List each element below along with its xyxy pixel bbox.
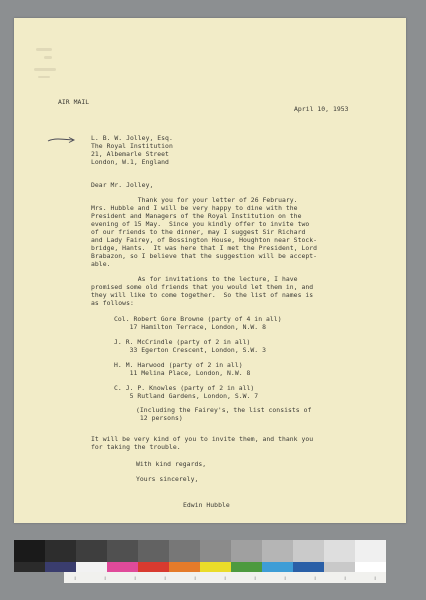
body-line: of our friends to the dinner, may I suggest Sir Richard xyxy=(91,228,306,236)
color-patch xyxy=(355,540,386,562)
color-patch xyxy=(14,540,45,562)
color-patch xyxy=(293,540,324,562)
color-patch xyxy=(169,540,200,562)
color-patch xyxy=(138,540,169,562)
total-note-line: (Including the Fairey's, the list consists of xyxy=(136,406,312,414)
color-patch xyxy=(231,562,262,572)
color-patch xyxy=(324,540,355,562)
guest-address: 5 Rutland Gardens, London, S.W. 7 xyxy=(114,392,259,400)
color-patch xyxy=(200,540,231,562)
guest-name: C. J. P. Knowles (party of 2 in all) xyxy=(114,384,255,392)
body-line: as follows: xyxy=(91,299,134,307)
letter-date: April 10, 1953 xyxy=(294,105,349,113)
body-line: Thank you for your letter of 26 February. xyxy=(91,196,298,204)
color-patch xyxy=(200,562,231,572)
recipient-line: 21, Albemarle Street xyxy=(91,150,169,158)
body-line: and Lady Fairey, of Bossington House, Houghton near Stock- xyxy=(91,236,318,244)
body-line: promised some old friends that you would let them in, and xyxy=(91,283,314,291)
recipient-line: L. B. W. Jolley, Esq. xyxy=(91,134,173,142)
color-patch xyxy=(293,562,324,572)
salutation: Dear Mr. Jolley, xyxy=(91,181,154,189)
grayscale-row xyxy=(14,540,386,562)
body-line: able. xyxy=(91,260,111,268)
guest-name: Col. Robert Gore Browne (party of 4 in all) xyxy=(114,315,282,323)
regards: With kind regards, xyxy=(136,460,207,468)
air-mail-label: AIR MAIL xyxy=(58,98,90,106)
body-line: President and Managers of the Royal Institution on the xyxy=(91,212,302,220)
calibration-ruler: | | | | | | | | | | | xyxy=(64,572,386,583)
color-patch xyxy=(262,540,293,562)
guest-name: H. M. Harwood (party of 2 in all) xyxy=(114,361,243,369)
color-patch xyxy=(169,562,200,572)
color-patch-row xyxy=(14,562,386,572)
total-note-line: 12 persons) xyxy=(136,414,183,422)
color-patch xyxy=(324,562,355,572)
color-calibration-chart xyxy=(14,540,386,584)
handwritten-arrow-icon xyxy=(46,135,76,145)
guest-address: 33 Egerton Crescent, London, S.W. 3 xyxy=(114,346,267,354)
closing-line: for taking the trouble. xyxy=(91,443,181,451)
letter-page xyxy=(14,18,406,523)
faded-mark xyxy=(34,68,56,71)
recipient-line: London, W.1, England xyxy=(91,158,169,166)
color-patch xyxy=(45,562,76,572)
body-line: they will like to come together. So the list of names is xyxy=(91,291,314,299)
body-line: Brabazon, so I believe that the suggestion will be accept- xyxy=(91,252,318,260)
color-patch xyxy=(107,540,138,562)
color-patch xyxy=(76,540,107,562)
faded-mark xyxy=(38,76,50,78)
color-patch xyxy=(231,540,262,562)
signature-name: Edwin Hubble xyxy=(183,501,230,509)
faded-mark xyxy=(44,56,52,59)
closing-line: It will be very kind of you to invite them, and thank you xyxy=(91,435,314,443)
color-patch xyxy=(45,540,76,562)
color-patch xyxy=(262,562,293,572)
body-line: Mrs. Hubble and I will be very happy to dine with the xyxy=(91,204,298,212)
guest-address: 11 Melina Place, London, N.W. 8 xyxy=(114,369,251,377)
guest-address: 17 Hamilton Terrace, London, N.W. 8 xyxy=(114,323,267,331)
color-patch xyxy=(107,562,138,572)
body-line: evening of 15 May. Since you kindly offer to invite two xyxy=(91,220,310,228)
recipient-line: The Royal Institution xyxy=(91,142,173,150)
sign-off: Yours sincerely, xyxy=(136,475,199,483)
body-line: As for invitations to the lecture, I have xyxy=(91,275,298,283)
guest-name: J. R. McCrindle (party of 2 in all) xyxy=(114,338,251,346)
color-patch xyxy=(355,562,386,572)
body-line: bridge, Hants. It was here that I met the President, Lord xyxy=(91,244,318,252)
color-patch xyxy=(14,562,45,572)
color-patch xyxy=(76,562,107,572)
color-patch xyxy=(138,562,169,572)
faded-mark xyxy=(36,48,52,51)
